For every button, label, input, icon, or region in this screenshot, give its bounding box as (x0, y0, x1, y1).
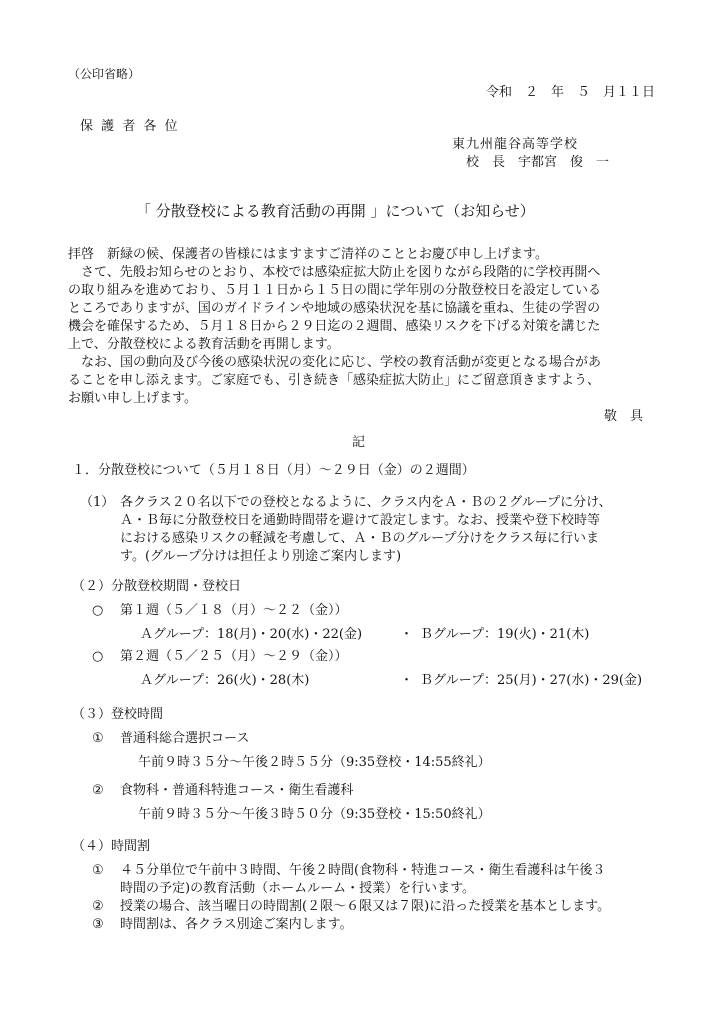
course-name: 普通科総合選択コース (120, 731, 250, 746)
separator-dot: ・ (400, 627, 414, 642)
circled-number: ② (92, 783, 104, 798)
group-b-days: Ｂグループ：19(火)・21(木) (420, 627, 590, 642)
section-heading: １．分散登校について（５月１８日（月）～２９日（金）の２週間） (72, 463, 475, 478)
schedule-line: 授業の場合、該当曜日の時間割(２限～６限又は７限)に沿った授業を基本とします。 (120, 899, 611, 914)
circled-number: ① (92, 731, 104, 746)
item-line: す。(グループ分けは担任より別途ご案内します) (120, 549, 402, 564)
body-line: 機会を確保するため、５月１８日から２９日迄の２週間、感染リスクを下げる対策を講じた (68, 319, 601, 334)
greeting-paragraph: 拝啓 新緑の候、保護者の皆様にはますますご清祥のこととお慶び申し上げます。 (68, 247, 548, 262)
body-line: の取り組みを進めており、５月１１日から１５日の間に学年別の分散登校日を設定している (68, 283, 602, 298)
item-line: における感染リスクの軽減を考慮して、Ａ・Ｂのグループ分けをクラス毎に行いま (120, 531, 600, 546)
seal-omitted-note: （公印省略） (68, 67, 141, 81)
issue-date: 令和 ２ 年 ５ 月１１日 (486, 85, 656, 100)
ki-marker: 記 (352, 435, 366, 450)
group-a-days: Ａグループ：18(月)・20(水)・22(金) (140, 627, 363, 642)
bullet: ○ (92, 603, 104, 618)
body-line: なお、国の動向及び今後の感染状況の変化に応じ、学校の教育活動が変更となる場合があ (68, 355, 602, 370)
recipient: 保 護 者 各 位 (80, 119, 180, 134)
item-line: 各クラス２０名以下での登校となるように、クラス内をＡ・Ｂの２グループに分け、 (120, 495, 612, 510)
closing-salutation: 敬 具 (604, 409, 644, 424)
body-line: ることを申し添えます。ご家庭でも、引き続き「感染症拡大防止」にご留意頂きますよう、 (68, 373, 600, 388)
week-label: 第１週（５／１８（月）～２２（金）） (120, 603, 348, 618)
course-name: 食物科・普通科特進コース・衛生看護科 (120, 783, 354, 798)
schedule-line: ４５分単位で午前中３時間、午後２時間(食物科・特進コース・衛生看護科は午後３ (120, 863, 606, 878)
subsection-heading: （４）時間割 (72, 839, 151, 854)
item-line: Ａ・Ｂ毎に分散登校日を通勤時間帯を避けて設定します。なお、授業や登下校時等 (120, 513, 600, 528)
week-label: 第２週（５／２５（月）～２９（金）） (120, 649, 348, 664)
circled-number: ② (92, 899, 104, 914)
body-line: さて、先般お知らせのとおり、本校では感染症拡大防止を図りながら段階的に学校再開へ (68, 265, 601, 280)
course-time: 午前９時３５分～午後２時５５分（9:35登校・14:55終礼） (138, 755, 491, 770)
bullet: ○ (92, 649, 104, 664)
course-time: 午前９時３５分～午後３時５０分（9:35登校・15:50終礼） (138, 807, 491, 822)
separator-dot: ・ (400, 673, 414, 688)
body-line: 上で、分散登校による教育活動を再開します。 (68, 337, 340, 352)
schedule-line: 時間割は、各クラス別途ご案内します。 (120, 917, 353, 932)
circled-number: ③ (92, 917, 104, 932)
body-line: ところでありますが、国のガイドラインや地域の感染状況を基に協議を重ね、生徒の学習の (68, 301, 601, 316)
principal-name: 校 長 宇都宮 俊 一 (466, 155, 610, 170)
page-title: 「 分散登校による教育活動の再開 」について（お知らせ） (136, 202, 535, 220)
item-number: （1） (80, 495, 115, 510)
subsection-heading: （２）分散登校期間・登校日 (72, 579, 242, 594)
body-line: お願い申し上げます。 (68, 391, 197, 406)
schedule-line: 時間の予定)の教育活動（ホームルーム・授業）を行います。 (120, 881, 476, 896)
group-b-days: Ｂグループ：25(月)・27(水)・29(金) (420, 673, 643, 688)
subsection-heading: （３）登校時間 (72, 707, 164, 722)
group-a-days: Ａグループ：26(火)・28(木) (140, 673, 310, 688)
circled-number: ① (92, 863, 104, 878)
school-name: 東九州龍谷高等学校 (452, 137, 579, 152)
